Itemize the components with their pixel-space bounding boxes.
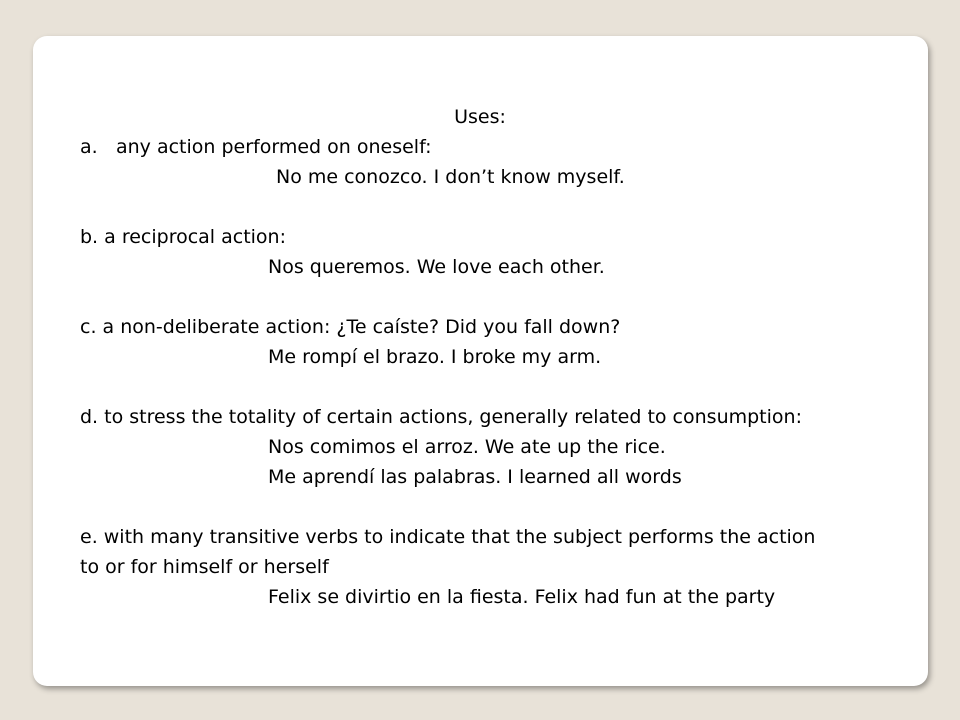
section-a-marker: a.	[80, 136, 98, 158]
spacer	[80, 372, 930, 402]
section-d-example-2: Me aprendí las palabras. I learned all words	[268, 466, 682, 488]
section-a	[80, 132, 930, 162]
section-a-text: any action performed on oneself:	[116, 136, 432, 158]
heading: Uses:	[454, 106, 506, 128]
spacer	[80, 492, 930, 522]
spacer	[80, 282, 930, 312]
section-b-text: b. a reciprocal action:	[80, 226, 287, 248]
section-e-example: Felix se divirtio en la fiesta. Felix had fun at the party	[268, 586, 776, 608]
section-c-example: Me rompí el brazo. I broke my arm.	[268, 346, 602, 368]
section-e-text-line-1: e. with many transitive verbs to indicate that the subject performs the action	[80, 526, 816, 548]
slide-content	[80, 102, 930, 612]
section-d-text: d. to stress the totality of certain actions, generally related to consumption:	[80, 406, 802, 428]
section-d-example-1: Nos comimos el arroz. We ate up the rice.	[268, 436, 666, 458]
section-a-example: No me conozco. I don’t know myself.	[276, 166, 625, 188]
section-c-text: c. a non-deliberate action: ¿Te caíste? Did you fall down?	[80, 316, 621, 338]
section-e-text-line-2: to or for himself or herself	[80, 556, 329, 578]
spacer	[80, 192, 930, 222]
section-b-example: Nos queremos. We love each other.	[268, 256, 605, 278]
